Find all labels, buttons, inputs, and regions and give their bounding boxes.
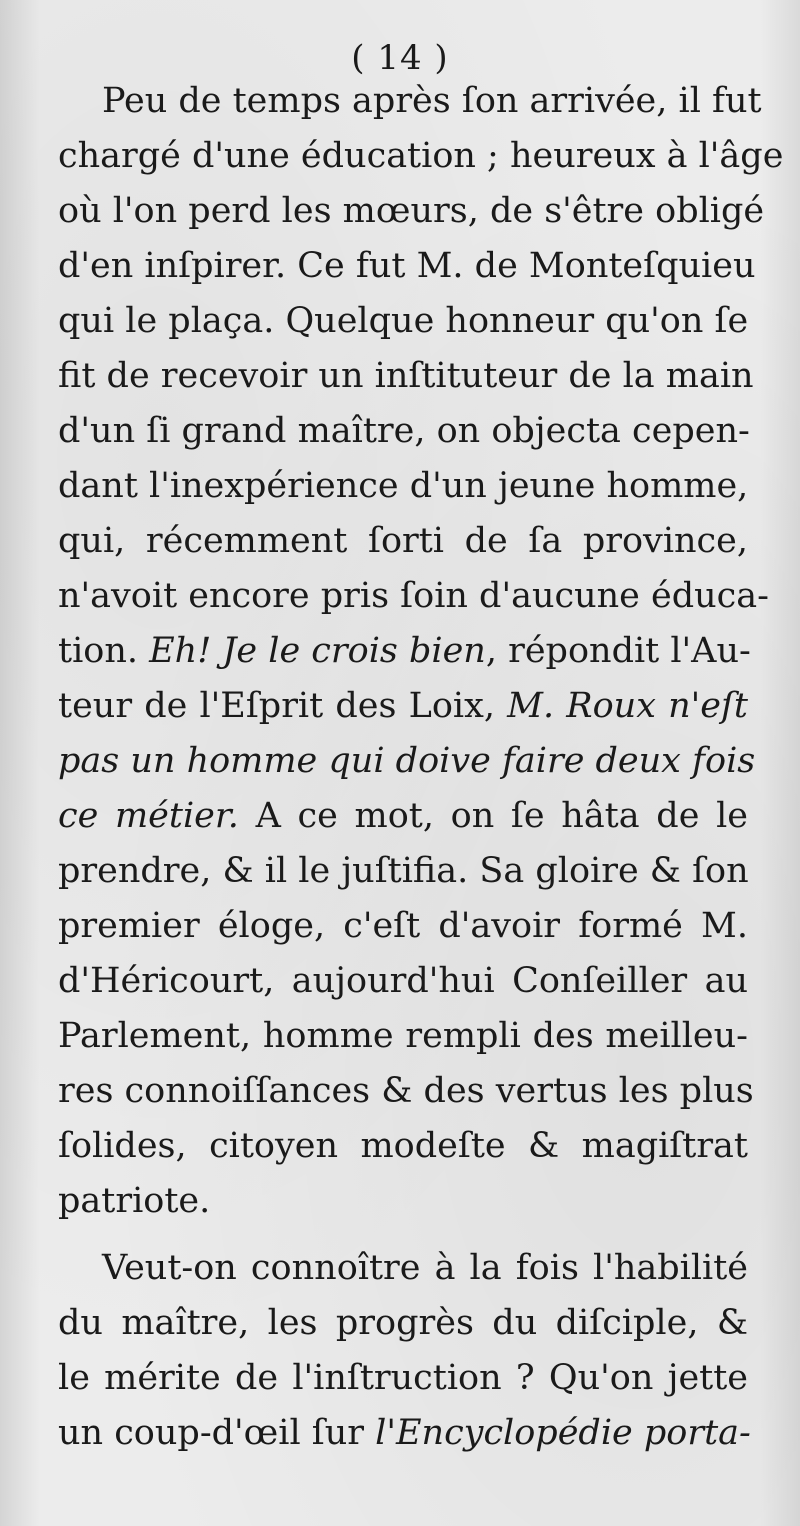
italic-title: l'Encyclopédie porta-: [375, 1413, 751, 1453]
text-line: [58, 789, 748, 844]
text-line: qui, récemment ſorti de ſa province,: [58, 521, 748, 561]
text-line: res connoiſſances & des vertus les plus: [58, 1071, 754, 1111]
text-line: Peu de temps après ſon arrivée, il fut: [102, 81, 762, 121]
text-line: du maître, les progrès du diſciple, &: [58, 1303, 748, 1343]
text-line: d'Héricourt, aujourd'hui Conſeiller au: [58, 961, 748, 1001]
text-line: qui le plaça. Quelque honneur qu'on ſe: [58, 301, 749, 341]
text-line: chargé d'une éducation ; heureux à l'âge: [58, 136, 784, 176]
text-line: fit de recevoir un inſtituteur de la main: [58, 356, 754, 396]
text-line: [58, 1406, 751, 1461]
paragraph-2: [58, 1241, 751, 1461]
italic-quote-line: pas un homme qui doive faire deux fois: [58, 741, 756, 781]
text-line: patriote.: [58, 1181, 211, 1221]
italic-quote: ce métier.: [58, 796, 239, 836]
text-line: où l'on perd les mœurs, de s'être obligé: [58, 191, 765, 231]
italic-quote: M. Roux n'eſt: [507, 686, 748, 726]
text-line: d'un ſi grand maître, on objecta cepen-: [58, 411, 750, 451]
text-line: n'avoit encore pris ſoin d'aucune éduca-: [58, 576, 769, 616]
text-span: tion.: [58, 631, 150, 671]
text-span: un coup-d'œil ſur: [58, 1413, 376, 1453]
page-number: ( 14 ): [351, 38, 449, 78]
text-span: teur de l'Eſprit des Loix,: [58, 686, 508, 726]
text-line: ſolides, citoyen modeſte & magiſtrat: [58, 1126, 748, 1166]
paragraph-gap: [58, 1229, 748, 1241]
text-span: A ce mot, on ſe hâta de le: [238, 796, 748, 836]
text-line: d'en inſpirer. Ce fut M. de Monteſquieu: [58, 246, 756, 286]
text-line: [58, 679, 748, 734]
text-line: le mérite de l'inſtruction ? Qu'on jette: [58, 1358, 748, 1398]
text-line: Veut-on connoître à la fois l'habilité: [102, 1248, 748, 1288]
paragraph-1: [58, 74, 784, 1229]
text-span: , répondit l'Au-: [485, 631, 751, 671]
text-line: Parlement, homme rempli des meilleu-: [58, 1016, 748, 1056]
text-line: prendre, & il le juſtifia. Sa gloire & ſon: [58, 851, 749, 891]
italic-quote: Eh! Je le crois bien: [149, 631, 486, 671]
text-line: [58, 624, 751, 679]
text-line: premier éloge, c'eſt d'avoir formé M.: [58, 906, 748, 946]
text-line: dant l'inexpérience d'un jeune homme,: [58, 466, 749, 506]
body-text: [58, 74, 784, 1461]
